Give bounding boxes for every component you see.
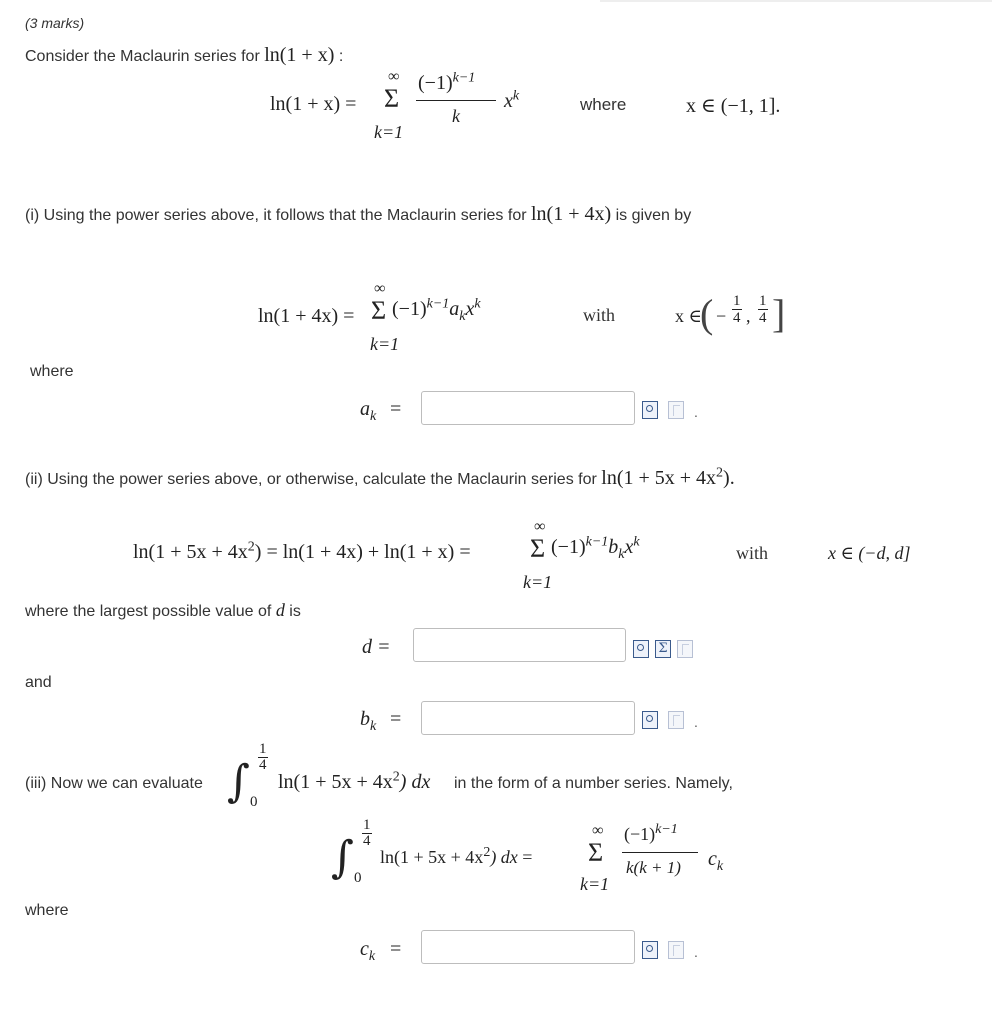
part3-sigma: Σ	[588, 838, 604, 867]
part2-func	[601, 467, 734, 489]
part3-inf: ∞	[592, 822, 604, 839]
ck-c: c	[360, 938, 369, 960]
part1-comma: ,	[746, 306, 751, 326]
part3-c-sub: k	[716, 859, 724, 874]
part3-integral-sign: ∫	[227, 756, 250, 807]
part3-eq-upper-num: 1	[363, 817, 371, 833]
part2-func-exp: 2	[716, 465, 724, 481]
part1-func: ln(1 + 4x)	[531, 203, 612, 225]
part1-coef: a	[449, 298, 460, 320]
ck-help-icon[interactable]	[668, 941, 684, 959]
part2-text: (ii) Using the power series above, or otherwise, calculate the Maclaurin series for	[25, 471, 597, 488]
ak-help-icon[interactable]	[668, 401, 684, 419]
ak-a: a	[360, 398, 370, 420]
part3-integrand-end: ) dx	[399, 771, 431, 793]
part1-inf: ∞	[374, 280, 386, 297]
part2-sigma: Σ	[530, 534, 546, 563]
part2-domain: x ∈ (−d, d]	[828, 543, 911, 563]
part1-bracket: ]	[772, 291, 786, 336]
bk-preview-icon[interactable]	[642, 711, 658, 729]
part3-eq-lower-limit: 0	[354, 870, 362, 886]
part3-c: c	[708, 848, 717, 870]
main-xk	[504, 90, 519, 113]
part3-eq-sign: =	[522, 847, 533, 867]
intro-line	[25, 44, 343, 67]
ak-period: .	[694, 404, 698, 420]
part3-eq-upper-den: 4	[363, 833, 371, 849]
part1-frac-left-num: 1	[733, 293, 741, 309]
bk-input[interactable]	[421, 701, 635, 735]
part2-x-exp: k	[633, 534, 640, 550]
part1-prompt	[25, 203, 691, 226]
intro-text: Consider the Maclaurin series for	[25, 48, 260, 65]
bk-help-icon[interactable]	[668, 711, 684, 729]
d-input[interactable]	[413, 628, 626, 662]
bk-sub: k	[370, 719, 377, 734]
ck-sub: k	[368, 949, 376, 964]
part1-text: (i) Using the power series above, it follows that the Maclaurin series for	[25, 207, 527, 224]
bk-period: .	[694, 714, 698, 730]
bk-eq: =	[390, 708, 402, 730]
part1-frac-right-den: 4	[759, 310, 767, 326]
bk-b: b	[360, 708, 370, 730]
part3-eq-integrand-base: ln(1 + 5x + 4x	[380, 847, 484, 867]
main-fraction-bar	[416, 100, 496, 101]
main-x: x	[504, 90, 513, 112]
marks-label: (3 marks)	[25, 15, 85, 31]
part1-ak-eq: =	[390, 398, 402, 420]
part1-domain-pre: x ∈	[675, 306, 702, 326]
main-denominator: k	[452, 106, 460, 126]
main-x-exp: k	[512, 88, 520, 104]
part3-lower-limit: 0	[250, 794, 258, 810]
part2-inf: ∞	[534, 518, 546, 535]
main-lhs: ln(1 + x) =	[270, 93, 357, 115]
part3-num-exp: k−1	[655, 822, 678, 837]
d-preview-icon[interactable]	[633, 640, 649, 658]
part2-func-base: ln(1 + 5x + 4x	[601, 467, 717, 489]
part3-eq-integrand-exp: 2	[483, 845, 491, 860]
main-domain: x ∈ (−1, 1].	[686, 95, 781, 117]
part3-integrand-base: ln(1 + 5x + 4x	[278, 771, 393, 793]
part3-denominator: k(k + 1)	[626, 858, 681, 877]
part1-minus: −	[716, 306, 727, 326]
part3-upper-limit	[258, 742, 268, 773]
part2-lhs-base: ln(1 + 5x + 4x	[133, 541, 248, 563]
d-label: d =	[362, 636, 391, 658]
part2-prompt	[25, 467, 735, 490]
part3-ck	[708, 848, 724, 874]
part3-integrand	[278, 771, 430, 794]
ln1x-expr: ln(1 + x)	[264, 44, 335, 66]
part1-with: with	[583, 305, 616, 325]
part1-text-end: is given by	[615, 207, 692, 224]
main-sigma: Σ	[384, 84, 400, 113]
part1-term-exp: k−1	[426, 296, 450, 312]
part3-integrand-exp: 2	[392, 769, 400, 785]
ck-input[interactable]	[421, 930, 635, 964]
part1-ak-label	[360, 398, 377, 424]
part2-largest	[25, 600, 301, 621]
part2-lower: k=1	[523, 572, 553, 592]
part1-sigma: Σ	[371, 296, 387, 325]
ck-preview-icon[interactable]	[642, 941, 658, 959]
main-inf: ∞	[388, 68, 400, 85]
d-help-icon[interactable]	[677, 640, 693, 658]
part2-coef: b	[608, 536, 619, 558]
part1-lhs: ln(1 + 4x) =	[258, 305, 355, 327]
part1-where: where	[30, 363, 74, 380]
ak-input[interactable]	[421, 391, 635, 425]
part3-eq-integrand	[380, 847, 532, 868]
part2-d-var: d	[275, 600, 285, 620]
part1-frac-right	[758, 293, 768, 326]
ck-label	[360, 938, 376, 964]
part2-term-base: (−1)	[551, 536, 586, 558]
part3-where: where	[25, 902, 69, 919]
part3-upper-den: 4	[259, 757, 267, 773]
main-lower: k=1	[374, 122, 404, 142]
part3-eq-integrand-end: ) dx	[490, 847, 518, 867]
part1-frac-left-den: 4	[733, 310, 741, 326]
part3-upper-num: 1	[259, 741, 267, 757]
part1-frac-left	[732, 293, 742, 326]
part2-term	[551, 534, 640, 562]
part3-text: (iii) Now we can evaluate	[25, 775, 203, 792]
part1-frac-right-num: 1	[759, 293, 767, 309]
ak-sub: k	[370, 409, 377, 424]
part1-paren: (	[700, 291, 714, 336]
main-num-exp: k−1	[452, 70, 476, 86]
part3-lower: k=1	[580, 874, 610, 894]
main-where: where	[580, 95, 627, 114]
part1-lower: k=1	[370, 334, 400, 354]
part3-eq-upper-limit	[362, 818, 372, 849]
part3-eq-integral-sign: ∫	[331, 832, 354, 883]
part1-x: x	[465, 298, 475, 320]
part3-num-base: (−1)	[624, 824, 656, 844]
part2-is: is	[289, 603, 301, 620]
part3-text-end: in the form of a number series. Namely,	[454, 775, 733, 792]
part2-coef-sub: k	[618, 547, 625, 562]
part2-largest-text: where the largest possible value of	[25, 603, 272, 620]
part3-fraction-bar	[622, 852, 698, 853]
intro-colon: :	[338, 48, 344, 65]
part1-coef-sub: k	[459, 309, 466, 324]
part1-x-exp: k	[474, 296, 481, 312]
part2-term-exp: k−1	[585, 534, 609, 550]
ak-preview-icon[interactable]	[642, 401, 658, 419]
main-numerator	[418, 72, 475, 95]
top-edge-shadow	[600, 0, 992, 2]
part2-func-end: ).	[723, 467, 735, 489]
d-sigma-icon[interactable]: Σ	[655, 640, 671, 658]
part3-numerator	[624, 824, 678, 845]
ck-period: .	[694, 944, 698, 960]
part2-x: x	[624, 536, 634, 558]
part1-term	[392, 296, 481, 324]
part2-and: and	[25, 674, 52, 691]
part2-lhs	[133, 541, 471, 564]
bk-label	[360, 708, 377, 734]
main-num-base: (−1)	[418, 72, 453, 94]
part2-lhs-exp: 2	[247, 539, 255, 555]
part2-with: with	[736, 543, 769, 563]
ck-eq: =	[390, 938, 402, 960]
part2-lhs-end: ) = ln(1 + 4x) + ln(1 + x) =	[254, 541, 471, 563]
part1-term-base: (−1)	[392, 298, 427, 320]
